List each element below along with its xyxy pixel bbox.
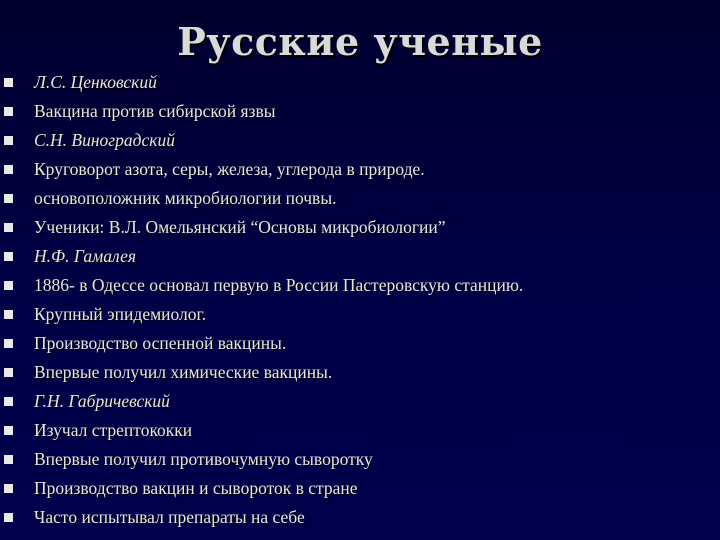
- list-item: [0, 503, 720, 532]
- square-bullet-icon: [4, 165, 13, 174]
- slide-title: Русские ученые: [177, 19, 543, 64]
- list-item-text: 1886- в Одессе основал первую в России Пастеровскую станцию.: [34, 275, 524, 295]
- square-bullet-icon: [4, 223, 13, 232]
- square-bullet-icon: [4, 78, 13, 87]
- list-item: [0, 184, 720, 213]
- square-bullet-icon: [4, 136, 13, 145]
- list-item: [0, 68, 720, 97]
- list-item: [0, 445, 720, 474]
- list-item-text: Л.С. Ценковский: [34, 72, 157, 92]
- square-bullet-icon: [4, 484, 13, 493]
- list-item: [0, 213, 720, 242]
- list-item: [0, 155, 720, 184]
- list-item-text: Производство оспенной вакцины.: [34, 333, 287, 353]
- square-bullet-icon: [4, 368, 13, 377]
- square-bullet-icon: [4, 107, 13, 116]
- list-item: [0, 358, 720, 387]
- square-bullet-icon: [4, 310, 13, 319]
- list-item-text: Г.Н. Габричевский: [34, 391, 170, 411]
- bullet-list: [0, 68, 720, 532]
- list-item-text: Впервые получил химические вакцины.: [34, 362, 333, 382]
- list-item-text: Круговорот азота, серы, железа, углерода в природе.: [34, 159, 425, 179]
- square-bullet-icon: [4, 194, 13, 203]
- list-item-text: Ученики: В.Л. Омельянский “Основы микробиологии”: [34, 217, 446, 237]
- list-item: [0, 126, 720, 155]
- square-bullet-icon: [4, 339, 13, 348]
- list-item-text: Крупный эпидемиолог.: [34, 304, 207, 324]
- list-item: [0, 416, 720, 445]
- square-bullet-icon: [4, 281, 13, 290]
- square-bullet-icon: [4, 513, 13, 522]
- list-item: [0, 242, 720, 271]
- square-bullet-icon: [4, 252, 13, 261]
- list-item: [0, 300, 720, 329]
- list-item-text: Н.Ф. Гамалея: [34, 246, 136, 266]
- square-bullet-icon: [4, 455, 13, 464]
- list-item-text: Производство вакцин и сывороток в стране: [34, 478, 358, 498]
- list-item-text: С.Н. Виноградский: [34, 130, 175, 150]
- list-item: [0, 329, 720, 358]
- list-item: [0, 474, 720, 503]
- list-item: [0, 271, 720, 300]
- square-bullet-icon: [4, 397, 13, 406]
- list-item-text: Впервые получил противочумную сыворотку: [34, 449, 373, 469]
- list-item-text: Вакцина против сибирской язвы: [34, 101, 276, 121]
- list-item: [0, 97, 720, 126]
- list-item: [0, 387, 720, 416]
- list-item-text: Изучал стрептококки: [34, 420, 193, 440]
- list-item-text: основоположник микробиологии почвы.: [34, 188, 337, 208]
- square-bullet-icon: [4, 426, 13, 435]
- list-item-text: Часто испытывал препараты на себе: [34, 507, 305, 527]
